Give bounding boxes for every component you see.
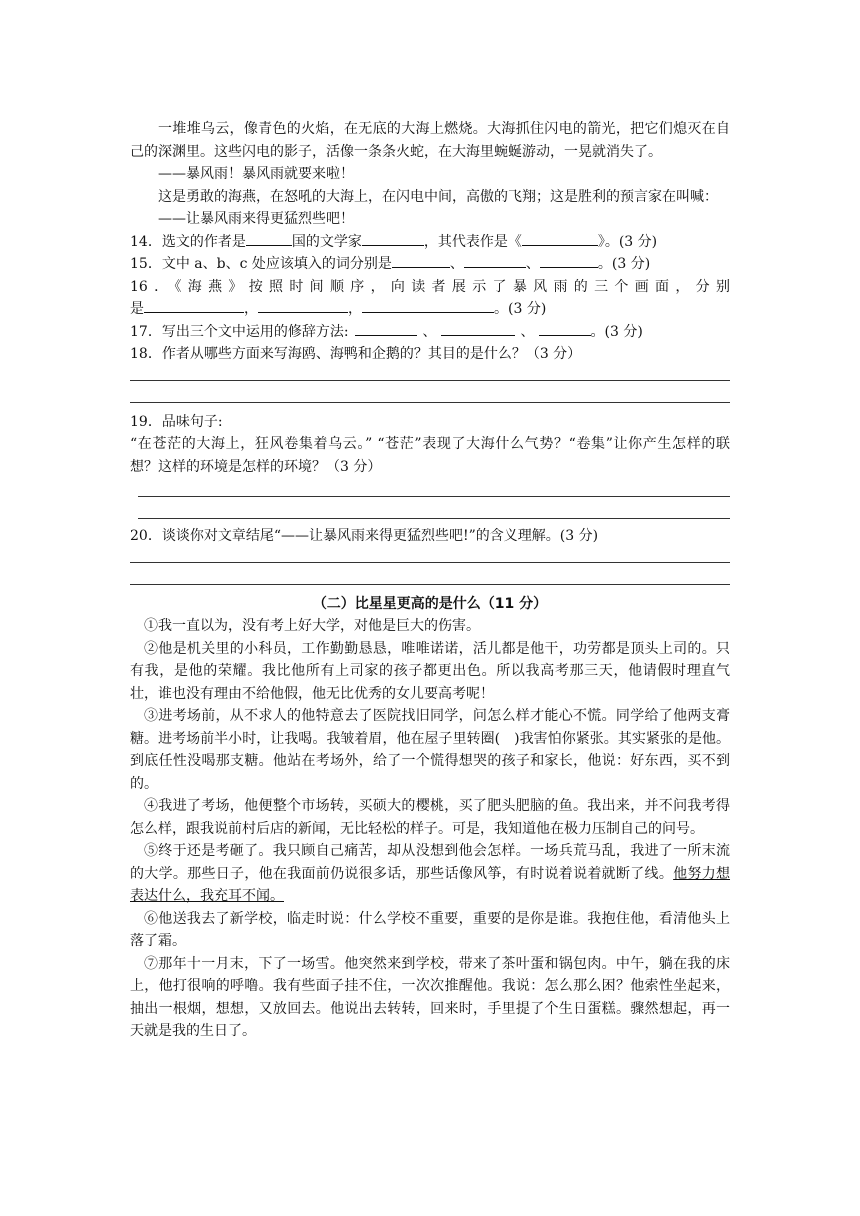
- question-14-blank-1[interactable]: [246, 231, 292, 246]
- answer-line-20-1[interactable]: [130, 562, 730, 563]
- answer-line-19-2[interactable]: [138, 518, 730, 519]
- question-17-sep-1: 、: [422, 323, 437, 340]
- question-15-blank-c[interactable]: [540, 253, 598, 268]
- question-15: [130, 253, 730, 276]
- passage2-paragraph-1: ①我一直以为，没有考上好大学，对他是巨大的伤害。: [144, 618, 480, 634]
- passage1-paragraph-4: ——让暴风雨来得更猛烈些吧！: [158, 211, 354, 227]
- passage2-paragraph-3: ③进考场前，从不求人的他特意去了医院找旧同学，问怎么样才能心不慌。同学给了他两支膏糖。进考场前半小时，让我喝。我皱着眉，他在屋子里转圈( )我害怕你紧张。其实紧张的是他。到底任性没喝那支糖。他站在考场外，给了一个慌得想哭的孩子和家长，他说：好东西，买不到的。: [130, 708, 730, 792]
- question-15-blank-a[interactable]: [392, 253, 450, 268]
- question-18: 18．作者从哪些方面来写海鸥、海鸭和企鹅的？其目的是什么？（3 分）: [130, 346, 582, 362]
- question-16-blank-3[interactable]: [362, 298, 494, 313]
- passage1-paragraph-2: ——暴风雨！暴风雨就要来啦！: [158, 166, 354, 182]
- question-17-text-a: 17．写出三个文中运用的修辞方法:: [130, 323, 349, 340]
- question-16-text-b: 是: [130, 301, 144, 317]
- question-14-text-a: 14．选文的作者是: [130, 233, 246, 250]
- answer-line-18-1[interactable]: [130, 380, 730, 381]
- passage2-paragraph-7: ⑦那年十一月末，下了一场雪。他突然来到学校，带来了茶叶蛋和锅包肉。中午，躺在我的床上，他打很响的呼噜。我有些面子挂不住，一次次推醒他。我说：怎么那么困？他索性坐起来，抽出一根烟，想想，又放回去。他说出去转转，回来时，手里提了个生日蛋糕。骤然想起，再一天就是我的生日了。: [130, 955, 730, 1039]
- question-15-sep-1: 、: [449, 256, 464, 272]
- question-14-blank-2[interactable]: [362, 231, 424, 246]
- question-16-sep-2: ，: [348, 301, 362, 317]
- question-14-text-d: 》。(3 分): [597, 233, 658, 250]
- question-14-text-c: ，其代表作是《: [423, 233, 522, 250]
- question-17-sep-2: 、: [520, 323, 535, 340]
- passage2-paragraph-4: ④我进了考场，他便整个市场转，买硕大的樱桃，买了肥头肥脑的鱼。我出来，并不问我考得怎么样，跟我说前村后店的新闻，无比轻松的样子。可是，我知道他在极力压制自己的问号。: [130, 798, 730, 837]
- answer-line-19-1[interactable]: [138, 496, 730, 497]
- passage2-paragraph-2: ②他是机关里的小科员，工作勤勤恳恳，唯唯诺诺，活儿都是他干，功劳都是顶头上司的。只有我，是他的荣耀。我比他所有上司家的孩子都更出色。所以我高考那三天，他请假时理直气壮，谁也没有理由不给他假，他无比优秀的女儿要高考呢！: [130, 640, 730, 702]
- question-17-blank-1[interactable]: [355, 321, 417, 336]
- answer-line-18-2[interactable]: [130, 402, 730, 403]
- question-16-blank-1[interactable]: [144, 298, 244, 313]
- question-14: [130, 231, 730, 254]
- question-17-blank-2[interactable]: [441, 321, 515, 336]
- question-16-line-2: [130, 298, 730, 321]
- question-16-line-1: [130, 276, 730, 299]
- answer-line-20-2[interactable]: [130, 584, 730, 585]
- question-16-text-d: 。(3 分): [494, 301, 547, 317]
- question-17-text-d: 。(3 分): [590, 323, 643, 340]
- question-15-blank-b[interactable]: [464, 253, 526, 268]
- question-16-sep-1: ，: [244, 301, 258, 317]
- worksheet-page: [130, 118, 730, 1043]
- passage2-paragraph-6: ⑥他送我去了新学校，临走时说：什么学校不重要，重要的是你是谁。我抱住他，看清他头上落了霜。: [130, 910, 730, 949]
- question-14-text-b: 国的文学家: [291, 233, 362, 250]
- question-19-label: 19．品味句子:: [130, 413, 223, 430]
- passage2-underlined-sentence: 他努力想表达什么，我充耳不闻。: [130, 865, 731, 904]
- question-14-blank-3[interactable]: [522, 231, 598, 246]
- passage2-paragraph-5: [130, 840, 730, 908]
- passage1-paragraph-3: 这是勇敢的海燕，在怒吼的大海上，在闪电中间，高傲的飞翔；这是胜利的预言家在叫喊：: [158, 188, 718, 205]
- question-15-text-d: 。(3 分): [597, 256, 651, 272]
- question-16-text-a: 16．《海燕》按照时间顺序，向读者展示了暴风雨的三个画面，分别: [130, 278, 730, 295]
- question-17-blank-3[interactable]: [539, 321, 591, 336]
- question-20: 20．谈谈你对文章结尾“——让暴风雨来得更猛烈些吧!”的含义理解。(3 分): [130, 528, 599, 544]
- question-17: [130, 321, 730, 344]
- passage1-paragraph-1: 一堆堆乌云，像青色的火焰，在无底的大海上燃烧。大海抓住闪电的箭光，把它们熄灭在自己的深渊里。这些闪电的影子，活像一条条火蛇，在大海里蜿蜒游动，一晃就消失了。: [130, 121, 730, 160]
- question-19-text: “在苍茫的大海上，狂风卷集着乌云。” “苍茫”表现了大海什么气势？“卷集”让你产生怎样的联想？这样的环境是怎样的环境？（3 分）: [130, 436, 730, 475]
- question-16-blank-2[interactable]: [258, 298, 348, 313]
- question-15-text-a: 15．文中 a、b、c 处应该填入的词分别是: [130, 256, 392, 272]
- passage2-paragraph-5-text: ⑤终于还是考砸了。我只顾自己痛苦，却从没想到他会怎样。一场兵荒马乱，我进了一所末流的大学。那些日子，他在我面前仍说很多话，那些话像风筝，有时说着说着就断了线。: [130, 843, 730, 882]
- passage2-title: （二）比星星更高的是什么（11 分）: [312, 595, 548, 612]
- question-15-sep-2: 、: [525, 256, 540, 272]
